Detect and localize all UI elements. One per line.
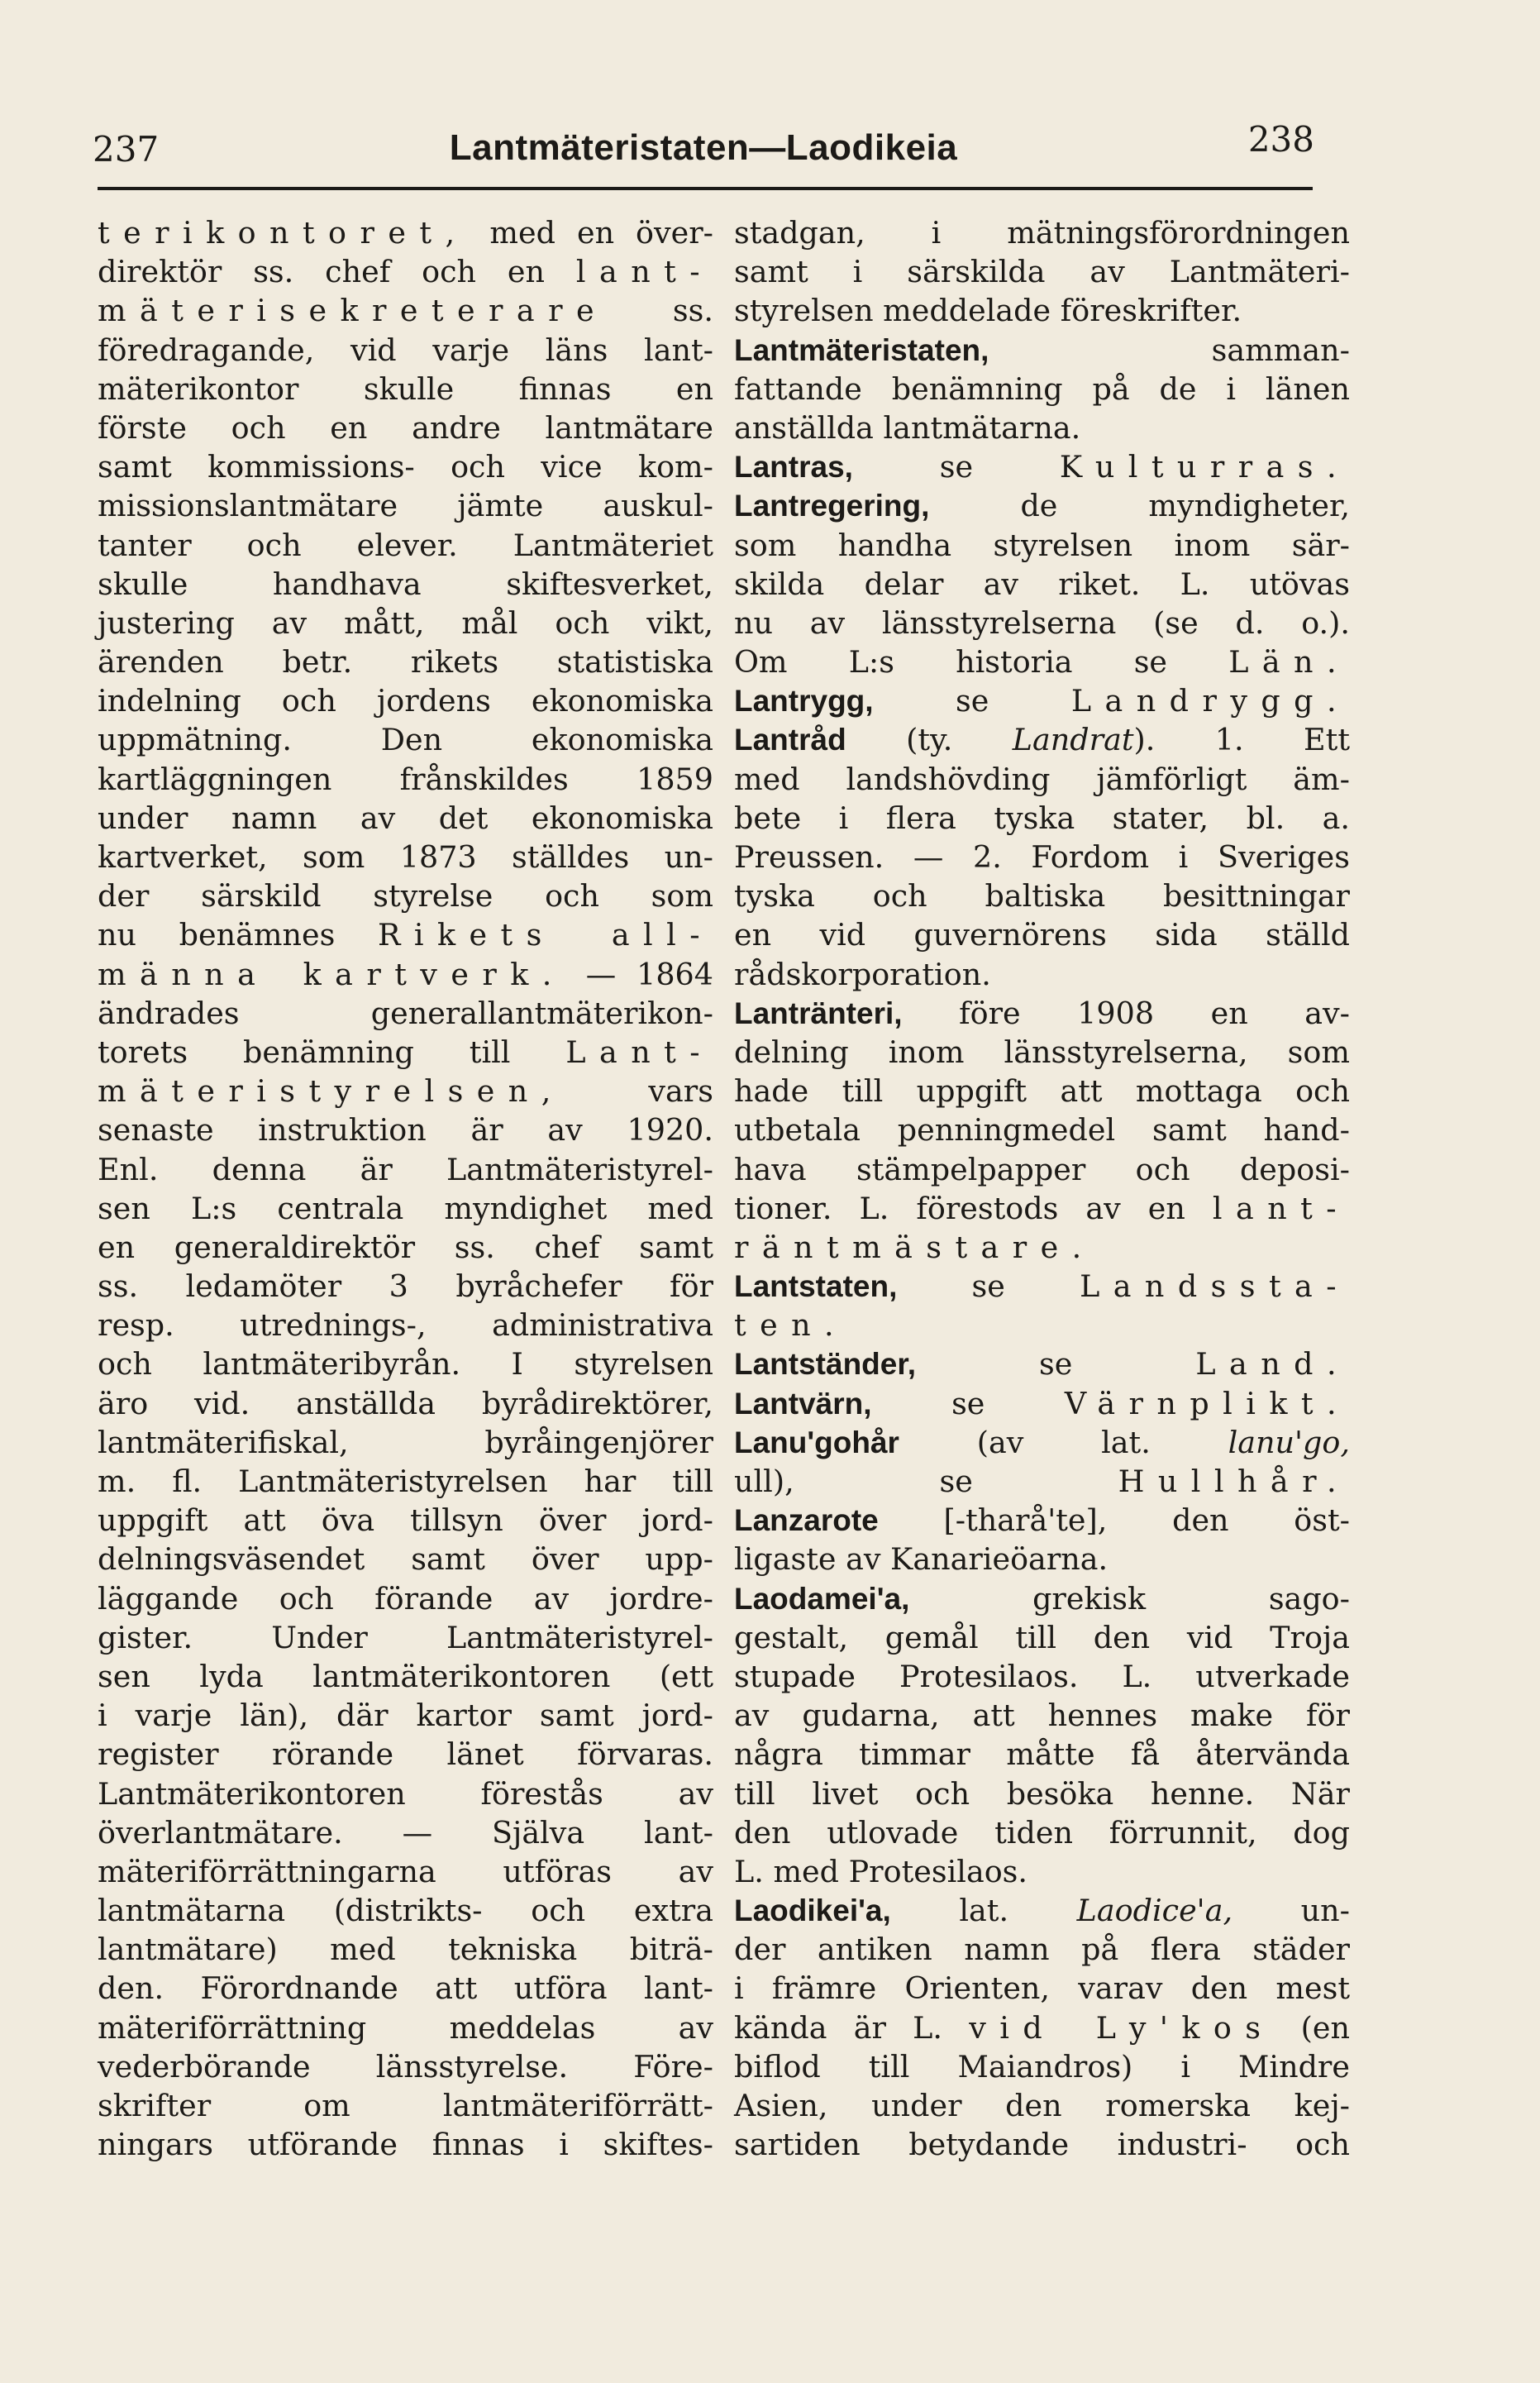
text-run: hade till uppgift att mottaga och (734, 1073, 1350, 1110)
text-line (98, 915, 713, 954)
text-line (734, 1462, 1350, 1501)
text-line (734, 1228, 1350, 1267)
text-line (98, 604, 713, 642)
text-run: (av lat. (899, 1424, 1228, 1460)
right-column (734, 213, 1350, 2164)
text-line (98, 1735, 713, 1774)
text-run: mäterikontor skulle finnas en (98, 370, 713, 407)
text-line (98, 1657, 713, 1696)
text-run: skulle handhava skiftesverket, (98, 566, 713, 602)
text-line (734, 1189, 1350, 1228)
text-run: Landrat (1012, 722, 1134, 758)
text-line (98, 760, 713, 799)
text-line (734, 252, 1350, 291)
entry-headword: Lantstaten, (734, 1269, 898, 1304)
text-line (734, 1618, 1350, 1657)
text-line (98, 2008, 713, 2047)
text-line (734, 604, 1350, 642)
text-run: den utlovade tiden förrunnit, dog (734, 1814, 1350, 1851)
text-line (98, 1384, 713, 1423)
entry-headword: Lantras, (734, 450, 853, 485)
text-run: lantmätare) med tekniska biträ- (98, 1932, 713, 1968)
text-line (98, 565, 713, 604)
text-run: uppgift att öva tillsyn över jord- (98, 1502, 713, 1539)
text-run: Laodice'a, (1076, 1893, 1233, 1929)
text-line (734, 1110, 1350, 1149)
running-title: Lantmäteristaten—Laodikeia (449, 127, 958, 168)
left-column (98, 213, 713, 2164)
text-run: den. Förordnande att utföra lant- (98, 1970, 713, 2007)
text-run: Landrygg. (1070, 683, 1350, 719)
text-run: ligaste av Kanarieöarna. (734, 1541, 1109, 1578)
text-line (98, 1110, 713, 1149)
text-run: Län. (1228, 644, 1350, 681)
text-run: några timmar måtte få återvända (734, 1736, 1350, 1773)
text-line (98, 1423, 713, 1462)
entry-headword: Lantrygg, (734, 684, 874, 719)
text-run: direktör ss. chef och en (98, 254, 576, 290)
text-run: der särskild styrelse och som (98, 878, 713, 915)
text-run: föredragande, vid varje läns lant- (98, 332, 713, 368)
text-line (98, 838, 713, 876)
text-run: med en över- (468, 215, 713, 251)
text-line (734, 1774, 1350, 1813)
text-line (98, 447, 713, 486)
text-line (734, 1813, 1350, 1852)
text-run: räntmästare. (734, 1229, 1095, 1265)
text-line (734, 291, 1350, 330)
text-line (734, 1072, 1350, 1110)
text-run: lant- (1212, 1190, 1350, 1226)
text-line (734, 876, 1350, 915)
text-line (98, 1150, 713, 1189)
text-run: ändrades generallantmäterikon- (98, 995, 713, 1031)
text-run: lanu'go, (1228, 1424, 1350, 1460)
text-run: stadgan, i mätningsförordningen (734, 215, 1350, 251)
text-line (98, 1696, 713, 1735)
text-run: med landshövding jämförligt äm- (734, 761, 1350, 797)
text-run: justering av mått, mål och vikt, (98, 604, 713, 641)
text-run: ningars utförande finnas i skiftes- (98, 2127, 713, 2163)
text-line (734, 1852, 1350, 1891)
text-run: ). 1. Ett (1133, 722, 1350, 758)
text-run: sen lyda lantmäterikontoren (ett (98, 1658, 713, 1694)
text-line (98, 1618, 713, 1657)
text-run: delningsväsendet samt över upp- (98, 1541, 713, 1578)
text-line (98, 408, 713, 447)
text-line (98, 2086, 713, 2125)
text-line (98, 994, 713, 1033)
text-line (734, 1344, 1350, 1383)
header-rule (98, 187, 1313, 190)
text-line (734, 2086, 1350, 2125)
running-header (93, 119, 1314, 180)
entry-headword: Laodikei'a, (734, 1894, 891, 1928)
text-run: mäterisekreterare (98, 293, 608, 329)
text-line (98, 876, 713, 915)
text-run: Kulturras. (1059, 449, 1350, 485)
text-line (734, 370, 1350, 408)
text-line (98, 213, 713, 252)
text-run: un- (1232, 1893, 1350, 1929)
text-line (734, 1306, 1350, 1344)
text-line (734, 2047, 1350, 2086)
text-line (98, 1540, 713, 1578)
text-line (734, 1735, 1350, 1774)
text-run: samt kommissions- och vice kom- (98, 449, 713, 485)
text-line (734, 760, 1350, 799)
text-run: Rikets all- (377, 917, 713, 953)
text-line (98, 1072, 713, 1110)
entry-headword: Lantränteri, (734, 996, 903, 1030)
text-line (734, 1540, 1350, 1578)
text-run: missionslantmätare jämte auskul- (98, 488, 713, 524)
text-run: kartläggningen frånskildes 1859 (98, 761, 713, 797)
text-run: sen L:s centrala myndighet med (98, 1190, 713, 1226)
entry-headword: Lantständer, (734, 1347, 916, 1382)
text-line (98, 642, 713, 681)
text-line (734, 213, 1350, 252)
text-run: se (873, 683, 1071, 719)
text-run: samt i särskilda av Lantmäteri- (734, 254, 1350, 290)
text-run: i främre Orienten, varav den mest (734, 1970, 1350, 2007)
text-run: — 1864 (565, 956, 713, 992)
text-line (98, 720, 713, 759)
text-line (98, 1813, 713, 1852)
text-run: Land. (1195, 1346, 1350, 1383)
text-line (98, 1852, 713, 1891)
text-line (734, 1267, 1350, 1306)
text-run: fattande benämning på de i länen (734, 370, 1350, 407)
text-run: före 1908 en av- (902, 995, 1350, 1031)
text-run: (en (1274, 2009, 1350, 2046)
text-run: samman- (989, 332, 1350, 368)
text-run: till livet och besöka henne. När (734, 1775, 1350, 1812)
text-run: stupade Protesilaos. L. utverkade (734, 1658, 1350, 1694)
text-line (98, 1930, 713, 1969)
text-line (734, 955, 1350, 994)
text-line (98, 370, 713, 408)
text-line (98, 1501, 713, 1540)
text-run: ss. (608, 293, 713, 329)
text-run: sartiden betydande industri- och (734, 2127, 1350, 2163)
text-line (734, 1657, 1350, 1696)
text-run: förste och en andre lantmätare (98, 409, 713, 446)
text-line (734, 1891, 1350, 1930)
text-run: bete i flera tyska stater, bl. a. (734, 800, 1350, 836)
text-run: under namn av det ekonomiska (98, 800, 713, 836)
text-line (734, 915, 1350, 954)
text-run: tyska och baltiska besittningar (734, 878, 1350, 915)
text-run: gister. Under Lantmäteristyrel- (98, 1619, 713, 1655)
entry-headword: Lantmäteristaten, (734, 332, 989, 367)
text-run: Om L:s historia se (734, 644, 1229, 681)
text-line (98, 252, 713, 291)
text-run: ss. ledamöter 3 byråchefer för (98, 1268, 713, 1305)
text-line (734, 799, 1350, 838)
text-run: L. med Protesilaos. (734, 1853, 1028, 1889)
text-line (98, 2125, 713, 2164)
text-run: se (897, 1268, 1080, 1305)
text-line (734, 994, 1350, 1033)
text-line (734, 447, 1350, 486)
text-run: skrifter om lantmäteriförrätt- (98, 2088, 713, 2123)
text-run: (ty. (846, 722, 1013, 758)
text-line (734, 2008, 1350, 2047)
text-run: rådskorporation. (734, 956, 991, 992)
text-line (98, 1774, 713, 1813)
text-run: ull), se (734, 1464, 1118, 1499)
text-line (734, 1579, 1350, 1618)
entry-headword: Lanzarote (734, 1503, 879, 1538)
text-run: nu benämnes (98, 917, 378, 953)
text-run: Landssta- (1080, 1268, 1350, 1305)
text-run: skilda delar av riket. L. utövas (734, 566, 1350, 602)
text-run: nu av länsstyrelserna (se d. o.). (734, 604, 1350, 641)
text-run: der antiken namn på flera städer (734, 1932, 1350, 1968)
text-run: terikontoret, (98, 215, 469, 251)
text-line (734, 2125, 1350, 2164)
text-run: delning inom länsstyrelserna, som (734, 1034, 1350, 1070)
text-run: Värnplikt. (1064, 1385, 1350, 1421)
text-line (734, 1423, 1350, 1462)
page-number-right: 238 (1247, 119, 1314, 160)
text-run: Enl. denna är Lantmäteristyrel- (98, 1151, 713, 1187)
text-line (98, 1306, 713, 1344)
text-line (734, 681, 1350, 720)
text-run: lat. (890, 1893, 1077, 1929)
entry-headword: Lantregering, (734, 489, 930, 523)
text-line (734, 642, 1350, 681)
text-line (98, 291, 713, 330)
text-run: senaste instruktion är av 1920. (98, 1112, 713, 1149)
text-line (98, 1969, 713, 2008)
text-line (98, 331, 713, 370)
text-run: se (916, 1346, 1196, 1383)
text-line (98, 1579, 713, 1618)
text-run: ärenden betr. rikets statistiska (98, 644, 713, 681)
text-line (734, 408, 1350, 447)
text-run: Lantmäterikontoren förestås av (98, 1775, 713, 1812)
text-line (98, 2047, 713, 2086)
text-run: grekisk sago- (909, 1580, 1350, 1617)
text-run: hava stämpelpapper och deposi- (734, 1151, 1350, 1187)
text-run: som handha styrelsen inom sär- (734, 527, 1350, 563)
text-line (98, 1267, 713, 1306)
text-run: Lant- (565, 1034, 713, 1070)
text-line (734, 838, 1350, 876)
text-run: vederbörande länsstyrelse. Före- (98, 2048, 713, 2085)
text-run: register rörande länet förvaras. (98, 1736, 713, 1773)
text-line (734, 1384, 1350, 1423)
text-run: anställda lantmätarna. (734, 409, 1081, 446)
entry-headword: Laodamei'a, (734, 1581, 910, 1616)
text-run: de myndigheter, (929, 488, 1350, 524)
text-line (734, 331, 1350, 370)
text-run: tioner. L. förestods av en (734, 1190, 1213, 1226)
text-line (98, 1462, 713, 1501)
text-line (98, 1228, 713, 1267)
text-run: vid Ly'kos (969, 2009, 1275, 2046)
text-run: Asien, under den romerska kej- (734, 2088, 1350, 2123)
text-run: se (871, 1385, 1065, 1421)
text-run: kartverket, som 1873 ställdes un- (98, 839, 713, 875)
text-line (734, 1969, 1350, 2008)
text-line (98, 681, 713, 720)
text-line (734, 1150, 1350, 1189)
page-number-left: 237 (93, 129, 160, 170)
entry-headword: Lantråd (734, 723, 846, 757)
text-run: resp. utrednings-, administrativa (98, 1307, 713, 1344)
text-run: mäteriförrättningarna utföras av (98, 1853, 713, 1889)
text-line (734, 720, 1350, 759)
text-run: ten. (734, 1307, 848, 1344)
text-run: indelning och jordens ekonomiska (98, 683, 713, 719)
text-run: lant- (575, 254, 713, 290)
text-line (734, 565, 1350, 604)
text-line (734, 1696, 1350, 1735)
text-run: Preussen. — 2. Fordom i Sveriges (734, 839, 1350, 875)
text-run: männa kartverk. (98, 956, 565, 992)
text-run: äro vid. anställda byrådirektörer, (98, 1385, 713, 1421)
text-run: lantmätarna (distrikts- och extra (98, 1893, 713, 1929)
text-line (734, 1033, 1350, 1072)
text-run: uppmätning. Den ekonomiska (98, 722, 713, 758)
text-run: av gudarna, att hennes make för (734, 1698, 1350, 1734)
text-line (98, 1344, 713, 1383)
text-run: torets benämning till (98, 1034, 566, 1070)
text-line (734, 1930, 1350, 1969)
text-run: mäteriförrättning meddelas av (98, 2009, 713, 2046)
text-run: tanter och elever. Lantmäteriet (98, 527, 713, 563)
text-run: lantmäterifiskal, byråingenjörer (98, 1424, 713, 1460)
text-run: kända är L. (734, 2009, 970, 2046)
text-run: Hullhår. (1118, 1464, 1350, 1499)
text-run: läggande och förande av jordre- (98, 1580, 713, 1617)
entry-headword: Lantvärn, (734, 1386, 872, 1421)
text-run: mäteristyrelsen, (98, 1073, 565, 1110)
text-line (98, 486, 713, 525)
entry-headword: Lanu'gohår (734, 1425, 899, 1459)
text-run: [-tharå'te], den öst- (878, 1502, 1350, 1539)
text-run: en vid guvernörens sida ställd (734, 917, 1350, 953)
text-line (98, 955, 713, 994)
text-line (734, 1501, 1350, 1540)
text-line (98, 799, 713, 838)
text-run: överlantmätare. — Själva lant- (98, 1814, 713, 1851)
text-run: se (852, 449, 1060, 485)
text-run: gestalt, gemål till den vid Troja (734, 1619, 1350, 1655)
text-line (98, 1033, 713, 1072)
text-line (98, 1891, 713, 1930)
text-run: utbetala penningmedel samt hand- (734, 1112, 1350, 1149)
text-run: en generaldirektör ss. chef samt (98, 1229, 713, 1265)
text-line (98, 1189, 713, 1228)
text-run: biflod till Maiandros) i Mindre (734, 2048, 1350, 2085)
text-line (98, 526, 713, 565)
text-run: vars (564, 1073, 713, 1110)
text-run: i varje län), där kartor samt jord- (98, 1698, 713, 1734)
text-run: och lantmäteribyrån. I styrelsen (98, 1346, 713, 1383)
text-line (734, 526, 1350, 565)
text-run: m. fl. Lantmäteristyrelsen har till (98, 1464, 713, 1499)
text-line (734, 486, 1350, 525)
text-run: styrelsen meddelade föreskrifter. (734, 293, 1242, 329)
